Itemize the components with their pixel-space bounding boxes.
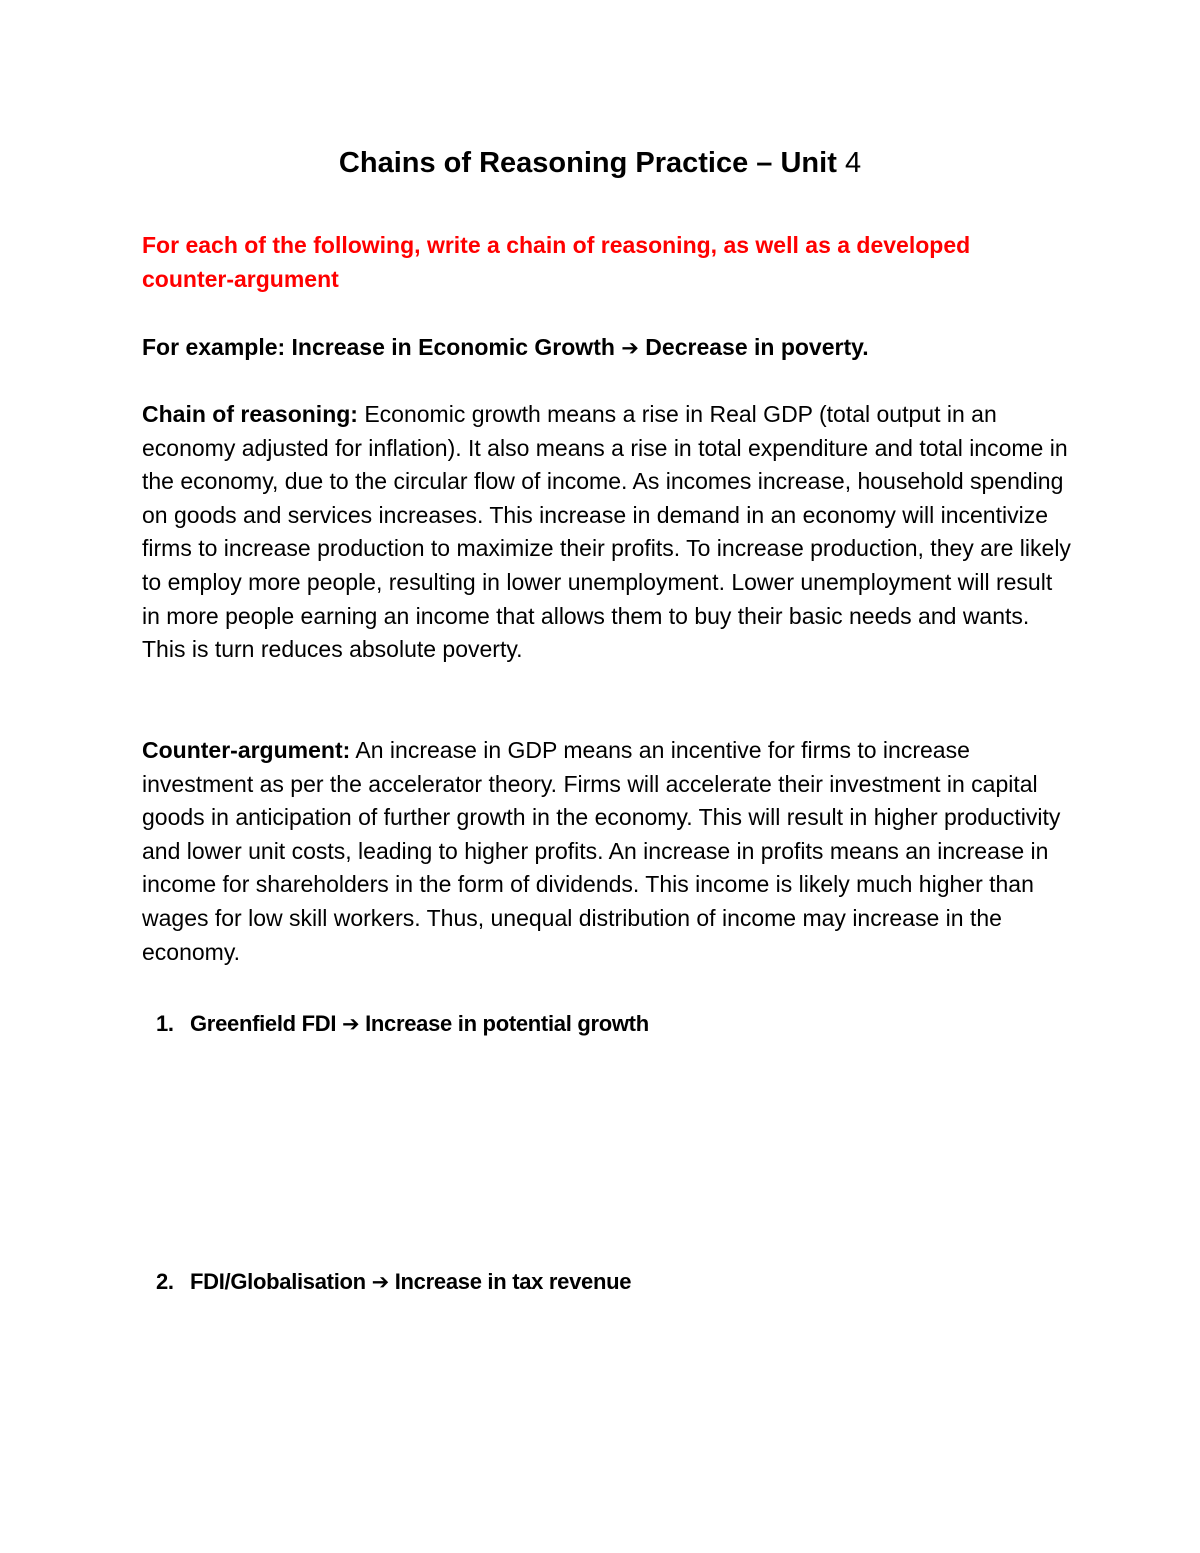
instruction-text: For each of the following, write a chain of reasoning, as well as a developed counter-argument: [142, 232, 971, 292]
list-item-cause: Greenfield FDI: [190, 1011, 337, 1036]
counter-argument-text: An increase in GDP means an incentive for firms to increase investment as per the accelerator theory. Firms will accelerate their investment in capital goods in anticipation of further growth in the economy. This will result in higher productivity and lower unit costs, leading to higher profits. An increase in profits means an increase in income for shareholders in the form of dividends. This income is likely much higher than wages for low skill workers. Thus, unequal distribution of income may increase in the economy.: [142, 737, 1061, 965]
list-item: [156, 1266, 631, 1298]
list-item-number: 1.: [156, 1011, 174, 1036]
chain-of-reasoning-label: Chain of reasoning:: [142, 401, 358, 427]
list-item-effect: Increase in tax revenue: [394, 1269, 632, 1294]
right-arrow-icon: ➔: [371, 1270, 389, 1294]
list-item-number: 2.: [156, 1269, 174, 1294]
example-prefix: For example: Increase in Economic Growth: [142, 334, 615, 360]
right-arrow-icon: ➔: [621, 336, 639, 360]
example-line: [142, 331, 1082, 366]
chain-of-reasoning-paragraph: [142, 398, 1072, 667]
page-title: [0, 143, 1200, 183]
list-item-effect: Increase in potential growth: [365, 1011, 649, 1036]
title-text: Chains of Reasoning Practice – Unit: [338, 147, 837, 179]
list-item-cause: FDI/Globalisation: [190, 1269, 366, 1294]
counter-argument-paragraph: [142, 734, 1072, 969]
counter-argument-label: Counter-argument:: [142, 737, 351, 763]
list-item: [156, 1008, 649, 1040]
right-arrow-icon: ➔: [341, 1012, 360, 1036]
title-unit-number: 4: [844, 147, 862, 179]
chain-of-reasoning-text: Economic growth means a rise in Real GDP (total output in an economy adjusted for inflation). It also means a rise in total expenditure and total income in the economy, due to the circular flow of income. As incomes increase, household spending on goods and services increases. This increase in demand in an economy will incentivize firms to increase production to maximize their profits. To increase production, they are likely to employ more people, resulting in lower unemployment. Lower unemployment will result in more people earning an income that allows them to buy their basic needs and wants. This is turn reduces absolute poverty.: [142, 401, 1071, 663]
example-suffix: Decrease in poverty.: [645, 334, 869, 360]
